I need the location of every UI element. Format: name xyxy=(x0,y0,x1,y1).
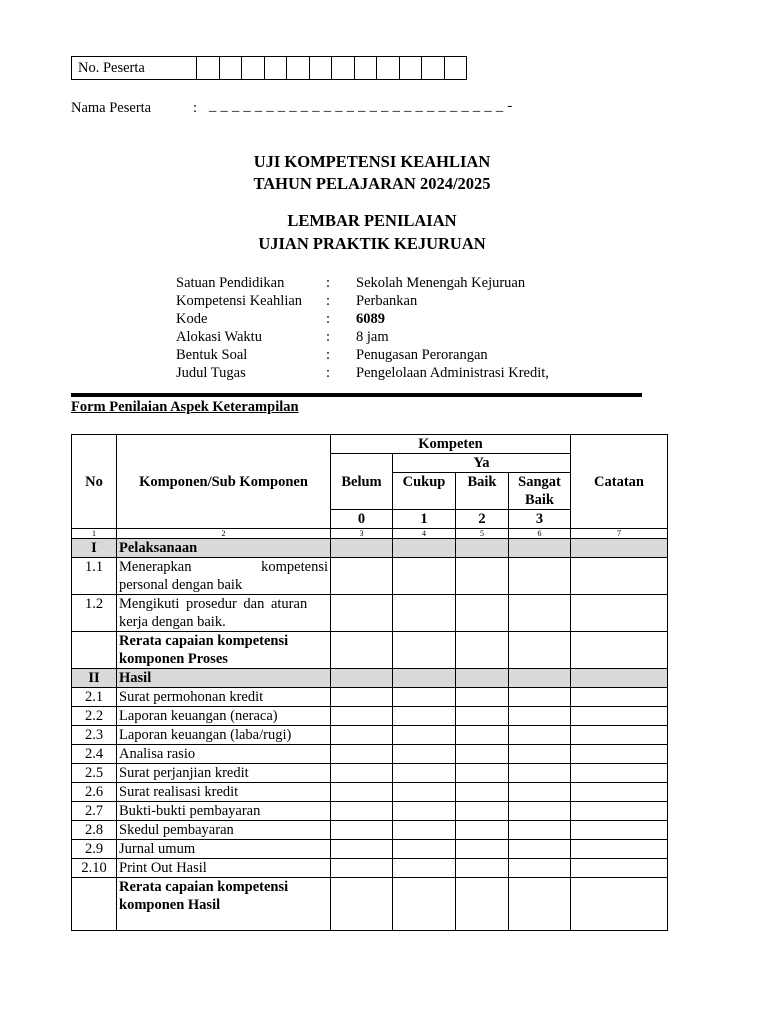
item-text: Analisa rasio xyxy=(117,745,331,764)
cell-baik[interactable] xyxy=(456,595,509,632)
section-number: II xyxy=(72,669,117,688)
item-text: Surat permohonan kredit xyxy=(117,688,331,707)
cell-catatan[interactable] xyxy=(571,783,668,802)
cell-cukup[interactable] xyxy=(393,558,456,595)
identity-value: Perbankan xyxy=(356,293,418,309)
column-index: 2 xyxy=(117,529,331,539)
table-row xyxy=(72,783,668,802)
item-text: Mengikuti prosedur dan aturan kerja dengan baik. xyxy=(117,595,331,632)
column-index: 6 xyxy=(509,529,571,539)
cell-belum[interactable] xyxy=(331,802,393,821)
score-belum: 0 xyxy=(331,510,393,529)
assessment-table xyxy=(71,434,668,931)
cell-sangat-baik[interactable] xyxy=(509,802,571,821)
cell-belum[interactable] xyxy=(331,595,393,632)
digit-box xyxy=(422,57,445,80)
cell-sangat-baik[interactable] xyxy=(509,783,571,802)
item-number: 2.3 xyxy=(72,726,117,745)
cell-sangat-baik[interactable] xyxy=(509,764,571,783)
table-row xyxy=(72,726,668,745)
header-kompeten: Kompeten xyxy=(331,435,571,454)
cell-catatan[interactable] xyxy=(571,802,668,821)
cell-catatan[interactable] xyxy=(571,558,668,595)
item-number: 2.7 xyxy=(72,802,117,821)
header-sangat-baik: Sangat Baik xyxy=(509,473,571,510)
cell-catatan[interactable] xyxy=(571,764,668,783)
cell-belum[interactable] xyxy=(331,745,393,764)
cell-baik[interactable] xyxy=(456,688,509,707)
section-title: Hasil xyxy=(117,669,331,688)
cell-belum[interactable] xyxy=(331,764,393,783)
cell-catatan[interactable] xyxy=(571,726,668,745)
cell-sangat-baik[interactable] xyxy=(509,878,571,931)
cell-cukup[interactable] xyxy=(393,783,456,802)
participant-name-colon: : xyxy=(193,100,198,116)
item-text: Jurnal umum xyxy=(117,840,331,859)
item-text: Surat perjanjian kredit xyxy=(117,764,331,783)
identity-value: 8 jam xyxy=(356,329,389,345)
identity-block xyxy=(176,274,549,382)
identity-key: Bentuk Soal xyxy=(176,347,248,363)
participant-name-label: Nama Peserta xyxy=(71,100,152,116)
cell-belum[interactable] xyxy=(331,726,393,745)
cell-catatan[interactable] xyxy=(571,859,668,878)
column-index: 5 xyxy=(456,529,509,539)
cell-catatan[interactable] xyxy=(571,745,668,764)
column-index: 4 xyxy=(393,529,456,539)
cell-cukup[interactable] xyxy=(393,688,456,707)
table-row xyxy=(72,745,668,764)
item-text: Laporan keuangan (laba/rugi) xyxy=(117,726,331,745)
item-text: Print Out Hasil xyxy=(117,859,331,878)
cell-catatan[interactable] xyxy=(571,707,668,726)
table-row xyxy=(72,764,668,783)
identity-row xyxy=(176,310,549,328)
identity-key: Satuan Pendidikan xyxy=(176,275,285,291)
identity-key: Judul Tugas xyxy=(176,365,246,381)
section-row xyxy=(72,669,668,688)
column-index-row xyxy=(72,529,668,539)
cell-sangat-baik[interactable] xyxy=(509,726,571,745)
cell-sangat-baik[interactable] xyxy=(509,558,571,595)
identity-row xyxy=(176,364,549,382)
section-row xyxy=(72,539,668,558)
column-index: 3 xyxy=(331,529,393,539)
cell-belum[interactable] xyxy=(331,878,393,931)
digit-box xyxy=(264,57,287,80)
cell-belum[interactable] xyxy=(331,783,393,802)
digit-box xyxy=(219,57,242,80)
cell-cukup[interactable] xyxy=(393,726,456,745)
header-no: No xyxy=(72,435,117,529)
participant-name-row xyxy=(71,98,513,117)
title-line-1: UJI KOMPETENSI KEAHLIAN xyxy=(253,152,491,171)
cell-baik[interactable] xyxy=(456,707,509,726)
horizontal-rule xyxy=(71,393,642,397)
identity-colon: : xyxy=(326,293,331,309)
identity-value: 6089 xyxy=(356,311,385,327)
cell-sangat-baik[interactable] xyxy=(509,821,571,840)
cell-baik[interactable] xyxy=(456,764,509,783)
header-baik: Baik xyxy=(456,473,509,510)
cell-baik[interactable] xyxy=(456,802,509,821)
cell-sangat-baik[interactable] xyxy=(509,840,571,859)
cell-sangat-baik[interactable] xyxy=(509,859,571,878)
cell-baik[interactable] xyxy=(456,783,509,802)
score-sangat-baik: 3 xyxy=(509,510,571,529)
header-catatan: Catatan xyxy=(571,435,668,529)
cell-baik[interactable] xyxy=(456,745,509,764)
cell-sangat-baik[interactable] xyxy=(509,632,571,669)
item-number: 2.6 xyxy=(72,783,117,802)
item-number: 1.2 xyxy=(72,595,117,632)
participant-name-blank: _ _ _ _ _ _ _ _ _ _ _ _ _ _ _ _ _ _ _ _ _ _ _ _ _ _ - xyxy=(209,98,513,114)
digit-box xyxy=(309,57,332,80)
cell-baik[interactable] xyxy=(456,840,509,859)
cell-belum[interactable] xyxy=(331,859,393,878)
cell-sangat-baik[interactable] xyxy=(509,595,571,632)
identity-row xyxy=(176,328,549,346)
cell-baik[interactable] xyxy=(456,632,509,669)
identity-colon: : xyxy=(326,365,331,381)
cell-baik[interactable] xyxy=(456,878,509,931)
digit-box xyxy=(377,57,400,80)
score-cukup: 1 xyxy=(393,510,456,529)
item-number: 2.10 xyxy=(72,859,117,878)
item-text: Menerapkan kompetensi personal dengan baik xyxy=(117,558,331,595)
title-line-4: UJIAN PRAKTIK KEJURUAN xyxy=(258,234,486,253)
table-row xyxy=(72,802,668,821)
summary-text: Rerata capaian kompetensi komponen Hasil xyxy=(117,878,331,931)
title-line-2: TAHUN PELAJARAN 2024/2025 xyxy=(253,174,491,193)
digit-box xyxy=(242,57,265,80)
cell-cukup[interactable] xyxy=(393,840,456,859)
identity-colon: : xyxy=(326,275,331,291)
section-number: I xyxy=(72,539,117,558)
column-index: 7 xyxy=(571,529,668,539)
header-komponen: Komponen/Sub Komponen xyxy=(117,435,331,529)
cell-cukup[interactable] xyxy=(393,859,456,878)
summary-text: Rerata capaian kompetensi komponen Proses xyxy=(117,632,331,669)
cell-catatan[interactable] xyxy=(571,632,668,669)
item-number: 2.9 xyxy=(72,840,117,859)
participant-number-box xyxy=(71,56,467,80)
identity-colon: : xyxy=(326,347,331,363)
digit-box xyxy=(287,57,310,80)
table-row xyxy=(72,558,668,595)
cell-cukup[interactable] xyxy=(393,707,456,726)
table-row xyxy=(72,595,668,632)
cell-belum[interactable] xyxy=(331,821,393,840)
header-cukup: Cukup xyxy=(393,473,456,510)
header-belum: Belum xyxy=(331,454,393,510)
identity-colon: : xyxy=(326,329,331,345)
digit-box xyxy=(332,57,355,80)
item-text: Skedul pembayaran xyxy=(117,821,331,840)
column-index: 1 xyxy=(72,529,117,539)
header-ya: Ya xyxy=(393,454,571,473)
cell-baik[interactable] xyxy=(456,558,509,595)
cell-baik[interactable] xyxy=(456,726,509,745)
summary-row xyxy=(72,632,668,669)
cell-catatan[interactable] xyxy=(571,595,668,632)
cell-catatan[interactable] xyxy=(571,840,668,859)
participant-number-label: No. Peserta xyxy=(72,57,197,80)
score-baik: 2 xyxy=(456,510,509,529)
item-text: Bukti-bukti pembayaran xyxy=(117,802,331,821)
identity-value: Penugasan Perorangan xyxy=(356,347,488,363)
item-number: 1.1 xyxy=(72,558,117,595)
cell-cukup[interactable] xyxy=(393,821,456,840)
cell-cukup[interactable] xyxy=(393,802,456,821)
cell-baik[interactable] xyxy=(456,859,509,878)
identity-value: Sekolah Menengah Kejuruan xyxy=(356,275,526,291)
identity-colon: : xyxy=(326,311,331,327)
item-number: 2.2 xyxy=(72,707,117,726)
digit-box xyxy=(354,57,377,80)
identity-value: Pengelolaan Administrasi Kredit, xyxy=(356,365,549,381)
table-row xyxy=(72,821,668,840)
identity-row xyxy=(176,274,549,292)
cell-baik[interactable] xyxy=(456,821,509,840)
cell-belum[interactable] xyxy=(331,688,393,707)
item-number: 2.8 xyxy=(72,821,117,840)
cell-catatan[interactable] xyxy=(571,688,668,707)
cell-sangat-baik[interactable] xyxy=(509,707,571,726)
identity-key: Kompetensi Keahlian xyxy=(176,293,303,309)
cell-belum[interactable] xyxy=(331,558,393,595)
cell-cukup[interactable] xyxy=(393,595,456,632)
cell-cukup[interactable] xyxy=(393,632,456,669)
identity-key: Kode xyxy=(176,311,208,327)
form-title: Form Penilaian Aspek Keterampilan xyxy=(71,399,299,415)
item-text: Surat realisasi kredit xyxy=(117,783,331,802)
digit-box xyxy=(197,57,220,80)
title-line-3: LEMBAR PENILAIAN xyxy=(287,211,457,230)
item-number: 2.1 xyxy=(72,688,117,707)
section-title: Pelaksanaan xyxy=(117,539,331,558)
cell-belum[interactable] xyxy=(331,707,393,726)
digit-box xyxy=(399,57,422,80)
cell-belum[interactable] xyxy=(331,632,393,669)
cell-cukup[interactable] xyxy=(393,878,456,931)
cell-sangat-baik[interactable] xyxy=(509,745,571,764)
item-number: 2.5 xyxy=(72,764,117,783)
table-row xyxy=(72,859,668,878)
cell-catatan[interactable] xyxy=(571,878,668,931)
identity-row xyxy=(176,346,549,364)
item-text: Laporan keuangan (neraca) xyxy=(117,707,331,726)
summary-row xyxy=(72,878,668,931)
cell-cukup[interactable] xyxy=(393,764,456,783)
digit-box xyxy=(444,57,467,80)
table-row xyxy=(72,840,668,859)
cell-belum[interactable] xyxy=(331,840,393,859)
cell-cukup[interactable] xyxy=(393,745,456,764)
table-row xyxy=(72,688,668,707)
table-row xyxy=(72,707,668,726)
item-number: 2.4 xyxy=(72,745,117,764)
cell-catatan[interactable] xyxy=(571,821,668,840)
identity-key: Alokasi Waktu xyxy=(176,329,262,345)
cell-sangat-baik[interactable] xyxy=(509,688,571,707)
identity-row xyxy=(176,292,549,310)
